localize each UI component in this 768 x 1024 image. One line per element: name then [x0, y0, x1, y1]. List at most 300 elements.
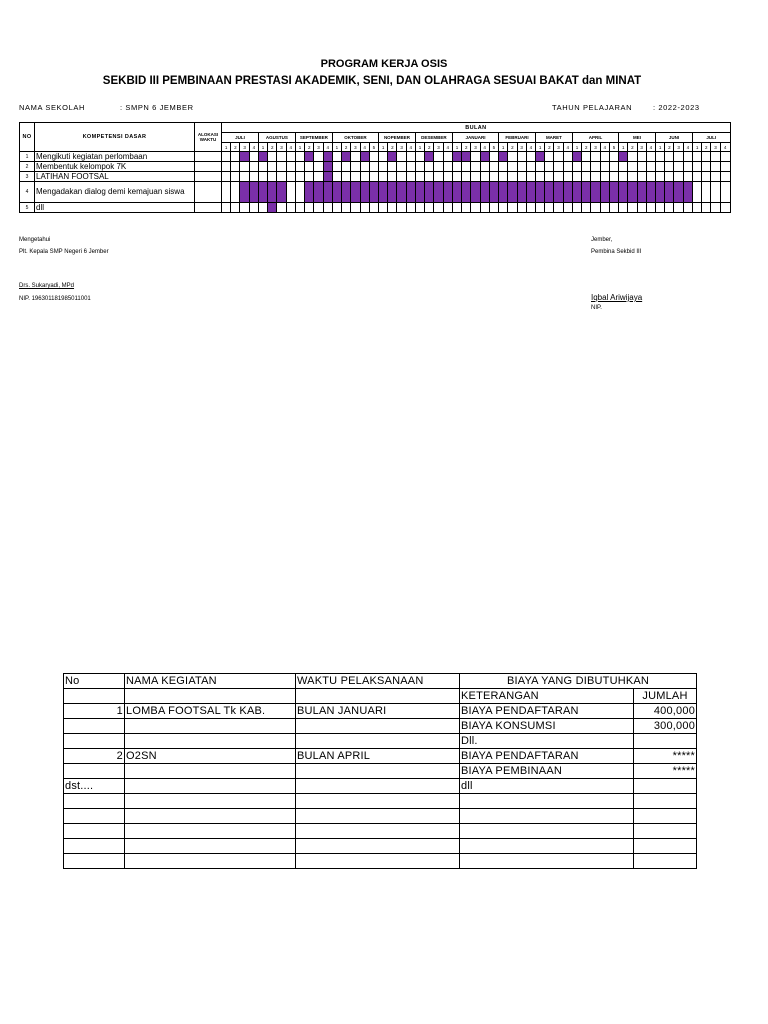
budget-cell-jumlah: ***** [634, 764, 697, 779]
schedule-cell [572, 162, 581, 172]
schedule-cell [305, 203, 314, 213]
schedule-cell-filled [563, 182, 572, 203]
schedule-cell [369, 152, 378, 162]
budget-cell-waktu [296, 824, 460, 839]
budget-cell-waktu [296, 779, 460, 794]
schedule-cell [720, 172, 730, 182]
schedule-cell [702, 172, 711, 182]
page-subtitle: SEKBID III PEMBINAAN PRESTASI AKADEMIK, SENI, DAN OLAHRAGA SESUAI BAKAT dan MINAT [102, 75, 642, 87]
week-number: 4 [563, 143, 572, 152]
schedule-cell [332, 203, 341, 213]
schedule-cell [397, 152, 406, 162]
month-header: JULI [222, 133, 259, 143]
schedule-cell-filled [499, 152, 508, 162]
schedule-cell [692, 152, 701, 162]
budget-row [64, 809, 697, 824]
schedule-cell [545, 203, 554, 213]
budget-cell-no [64, 824, 125, 839]
month-header: JANUARI [452, 133, 498, 143]
week-number: 4 [249, 143, 258, 152]
schedule-cell [489, 152, 498, 162]
budget-cell-waktu [296, 719, 460, 734]
schedule-cell [692, 162, 701, 172]
schedule-cell [360, 162, 369, 172]
budget-cell-nama [125, 719, 296, 734]
budget-cell-no: dst.... [64, 779, 125, 794]
schedule-cell [471, 162, 480, 172]
schedule-cell [600, 172, 609, 182]
schedule-cell [637, 203, 646, 213]
month-header: FEBRUARI [499, 133, 536, 143]
schedule-cell [619, 203, 628, 213]
schedule-cell-filled [360, 152, 369, 162]
budget-cell-ket [460, 794, 634, 809]
schedule-cell [305, 172, 314, 182]
week-number: 1 [415, 143, 424, 152]
sig-left-name: Drs. Sukaryadi, MPd [19, 283, 75, 289]
schedule-cell [554, 152, 563, 162]
budget-cell-jumlah [634, 809, 697, 824]
schedule-cell [342, 172, 351, 182]
schedule-cell-filled [582, 182, 591, 203]
schedule-cell [268, 152, 277, 162]
schedule-cell [332, 152, 341, 162]
schedule-cell-filled [535, 182, 544, 203]
schedule-cell [711, 203, 720, 213]
schedule-cell-filled [591, 182, 600, 203]
schedule-cell-filled [240, 152, 249, 162]
week-number: 3 [591, 143, 600, 152]
budget-cell-waktu [296, 854, 460, 869]
sig-left-line2: Plt. Kepala SMP Negeri 6 Jember [19, 249, 109, 255]
schedule-cell-filled [323, 182, 332, 203]
budget-header-jumlah: JUMLAH [634, 689, 697, 704]
schedule-cell [406, 172, 415, 182]
schedule-cell [332, 172, 341, 182]
schedule-cell [526, 152, 535, 162]
schedule-cell [517, 162, 526, 172]
schedule-cell [637, 152, 646, 162]
schedule-header-bulan: BULAN [222, 123, 731, 133]
activity-row [20, 162, 731, 172]
week-number: 3 [434, 143, 443, 152]
budget-row [64, 779, 697, 794]
schedule-cell [526, 203, 535, 213]
schedule-cell-filled [369, 182, 378, 203]
week-number: 2 [462, 143, 471, 152]
budget-cell-jumlah [634, 839, 697, 854]
schedule-cell [517, 152, 526, 162]
schedule-cell [489, 172, 498, 182]
budget-row [64, 704, 697, 719]
schedule-cell [665, 172, 674, 182]
schedule-cell [683, 172, 692, 182]
month-header: SEPTEMBER [295, 133, 332, 143]
schedule-cell [351, 152, 360, 162]
schedule-cell-filled [619, 182, 628, 203]
schedule-cell [222, 182, 231, 203]
schedule-cell-filled [526, 182, 535, 203]
schedule-cell [637, 172, 646, 182]
schedule-cell [378, 152, 387, 162]
schedule-cell [563, 152, 572, 162]
schedule-cell [683, 162, 692, 172]
schedule-cell [425, 172, 434, 182]
activity-row [20, 203, 731, 213]
schedule-cell [582, 172, 591, 182]
budget-row [64, 734, 697, 749]
schedule-cell [591, 152, 600, 162]
schedule-cell [295, 162, 304, 172]
budget-cell-ket: dll [460, 779, 634, 794]
schedule-cell [628, 162, 637, 172]
activity-alloc [195, 182, 222, 203]
schedule-cell [711, 182, 720, 203]
budget-cell-no: 2 [64, 749, 125, 764]
schedule-cell [711, 172, 720, 182]
schedule-cell [268, 172, 277, 182]
schedule-cell [397, 203, 406, 213]
sig-right-line2: Pembina Sekbid III [591, 249, 642, 255]
schedule-cell [545, 152, 554, 162]
schedule-cell [222, 203, 231, 213]
schedule-cell [563, 162, 572, 172]
schedule-cell-filled [619, 152, 628, 162]
budget-cell-waktu: BULAN APRIL [296, 749, 460, 764]
schedule-cell [415, 172, 424, 182]
schedule-cell-filled [683, 182, 692, 203]
schedule-cell [489, 203, 498, 213]
budget-row [64, 764, 697, 779]
budget-row [64, 824, 697, 839]
schedule-cell [535, 162, 544, 172]
week-number: 2 [388, 143, 397, 152]
schedule-cell [646, 162, 655, 172]
schedule-cell [628, 172, 637, 182]
schedule-cell-filled [406, 182, 415, 203]
week-number: 2 [545, 143, 554, 152]
schedule-cell [249, 162, 258, 172]
schedule-cell [222, 172, 231, 182]
activity-row [20, 152, 731, 162]
budget-cell-nama [125, 734, 296, 749]
schedule-cell [323, 203, 332, 213]
schedule-cell [258, 203, 267, 213]
schedule-cell [434, 203, 443, 213]
schedule-cell-filled [434, 182, 443, 203]
schedule-cell-filled [462, 182, 471, 203]
week-number: 3 [277, 143, 286, 152]
schedule-cell-filled [332, 182, 341, 203]
budget-header-no: No [64, 674, 125, 689]
schedule-cell-filled [628, 182, 637, 203]
week-number: 4 [406, 143, 415, 152]
month-header: JULI [692, 133, 730, 143]
schedule-cell [369, 203, 378, 213]
schedule-cell-filled [305, 182, 314, 203]
week-number: 3 [554, 143, 563, 152]
schedule-cell-filled [674, 182, 683, 203]
schedule-cell [240, 162, 249, 172]
schedule-cell [415, 203, 424, 213]
week-number: 4 [720, 143, 730, 152]
schedule-cell [526, 162, 535, 172]
month-header: NOPEMBER [378, 133, 415, 143]
sig-left-line1: Mengetahui [19, 237, 51, 243]
budget-row [64, 839, 697, 854]
schedule-header-row [20, 123, 731, 133]
budget-cell-nama: O2SN [125, 749, 296, 764]
budget-header-nama: NAMA KEGIATAN [125, 674, 296, 689]
schedule-cell [314, 203, 323, 213]
schedule-cell [222, 162, 231, 172]
schedule-cell [277, 172, 286, 182]
schedule-cell [434, 162, 443, 172]
schedule-cell-filled [545, 182, 554, 203]
schedule-cell-filled [665, 182, 674, 203]
schedule-cell [711, 152, 720, 162]
schedule-cell [462, 203, 471, 213]
schedule-header-kd: KOMPETENSI DASAR [35, 123, 195, 152]
week-number: 2 [268, 143, 277, 152]
schedule-cell-filled [268, 203, 277, 213]
week-number: 1 [535, 143, 544, 152]
schedule-cell [600, 162, 609, 172]
budget-cell-no [64, 809, 125, 824]
schedule-cell [591, 172, 600, 182]
schedule-cell [656, 172, 665, 182]
schedule-cell [277, 203, 286, 213]
budget-cell-waktu [296, 839, 460, 854]
activity-number: 5 [20, 203, 35, 213]
schedule-cell [545, 162, 554, 172]
month-header: APRIL [572, 133, 618, 143]
schedule-cell [656, 152, 665, 162]
budget-cell-no [64, 764, 125, 779]
week-number: 4 [683, 143, 692, 152]
schedule-cell [360, 203, 369, 213]
budget-cell-waktu [296, 794, 460, 809]
budget-cell-no [64, 734, 125, 749]
schedule-cell-filled [609, 182, 618, 203]
budget-cell [296, 689, 460, 704]
schedule-cell [286, 182, 295, 203]
week-number: 4 [286, 143, 295, 152]
week-number: 5 [369, 143, 378, 152]
activity-alloc [195, 203, 222, 213]
schedule-cell [628, 203, 637, 213]
week-number: 3 [471, 143, 480, 152]
week-number: 4 [526, 143, 535, 152]
schedule-cell [295, 203, 304, 213]
schedule-cell [286, 162, 295, 172]
schedule-cell [646, 172, 655, 182]
budget-cell-nama [125, 779, 296, 794]
schedule-header-no: NO [20, 123, 35, 152]
schedule-cell [231, 182, 240, 203]
schedule-cell [646, 203, 655, 213]
budget-cell-nama [125, 764, 296, 779]
schedule-cell-filled [452, 182, 461, 203]
schedule-cell [258, 162, 267, 172]
budget-cell-no [64, 794, 125, 809]
schedule-cell-filled [397, 182, 406, 203]
schedule-cell [517, 203, 526, 213]
schedule-cell [489, 162, 498, 172]
budget-cell-waktu [296, 764, 460, 779]
budget-cell-ket: BIAYA KONSUMSI [460, 719, 634, 734]
schedule-cell [462, 162, 471, 172]
schedule-cell-filled [240, 182, 249, 203]
schedule-cell [480, 203, 489, 213]
schedule-cell [480, 162, 489, 172]
budget-cell-ket [460, 854, 634, 869]
schedule-cell [378, 203, 387, 213]
activity-label: dll [35, 203, 195, 213]
week-number: 3 [637, 143, 646, 152]
week-number: 3 [711, 143, 720, 152]
schedule-cell-filled [480, 152, 489, 162]
schedule-cell [499, 203, 508, 213]
page-title: PROGRAM KERJA OSIS [320, 58, 448, 70]
schedule-cell [378, 172, 387, 182]
schedule-cell-filled [471, 182, 480, 203]
schedule-cell [692, 172, 701, 182]
schedule-cell [674, 172, 683, 182]
budget-cell-ket: BIAYA PENDAFTARAN [460, 704, 634, 719]
week-number: 1 [452, 143, 461, 152]
week-number: 2 [342, 143, 351, 152]
schedule-cell-filled [600, 182, 609, 203]
schedule-cell [563, 172, 572, 182]
schedule-cell [609, 203, 618, 213]
school-value: : SMPN 6 JEMBER [120, 103, 194, 112]
week-number: 2 [508, 143, 517, 152]
budget-cell-nama [125, 854, 296, 869]
week-number: 2 [665, 143, 674, 152]
schedule-cell [443, 162, 452, 172]
activity-label: LATIHAN FOOTSAL [35, 172, 195, 182]
schedule-cell [720, 182, 730, 203]
schedule-cell-filled [572, 152, 581, 162]
schedule-cell [305, 162, 314, 172]
schedule-cell [535, 203, 544, 213]
schedule-cell [554, 162, 563, 172]
schedule-cell [342, 162, 351, 172]
activity-number: 2 [20, 162, 35, 172]
week-number: 4 [646, 143, 655, 152]
budget-cell-ket [460, 809, 634, 824]
schedule-cell [351, 203, 360, 213]
week-number: 3 [397, 143, 406, 152]
schedule-cell [572, 203, 581, 213]
schedule-cell [508, 203, 517, 213]
schedule-cell-filled [323, 162, 332, 172]
week-number: 2 [305, 143, 314, 152]
schedule-cell-filled [554, 182, 563, 203]
week-number: 3 [351, 143, 360, 152]
school-label: NAMA SEKOLAH [19, 103, 85, 112]
schedule-cell [443, 172, 452, 182]
schedule-cell [702, 152, 711, 162]
schedule-cell-filled [415, 182, 424, 203]
schedule-cell-filled [323, 152, 332, 162]
schedule-cell [665, 152, 674, 162]
budget-table [63, 673, 697, 869]
schedule-cell [351, 172, 360, 182]
schedule-cell [535, 172, 544, 182]
schedule-cell [332, 162, 341, 172]
schedule-cell [425, 162, 434, 172]
budget-cell-jumlah [634, 824, 697, 839]
schedule-cell-filled [517, 182, 526, 203]
budget-cell [64, 689, 125, 704]
schedule-cell [526, 172, 535, 182]
budget-cell-ket [460, 839, 634, 854]
schedule-cell-filled [249, 182, 258, 203]
budget-row [64, 794, 697, 809]
month-header: MEI [619, 133, 656, 143]
schedule-cell [674, 152, 683, 162]
week-number: 1 [222, 143, 231, 152]
schedule-cell-filled [388, 182, 397, 203]
schedule-cell-filled [305, 152, 314, 162]
schedule-cell [388, 172, 397, 182]
schedule-cell [415, 162, 424, 172]
budget-cell-waktu [296, 809, 460, 824]
schedule-cell [582, 152, 591, 162]
schedule-cell [508, 172, 517, 182]
week-number: 1 [258, 143, 267, 152]
schedule-cell [517, 172, 526, 182]
schedule-cell [508, 152, 517, 162]
activity-label: Membentuk kelompok 7K [35, 162, 195, 172]
week-number: 1 [572, 143, 581, 152]
budget-cell-no [64, 719, 125, 734]
schedule-cell-filled [452, 152, 461, 162]
schedule-cell [628, 152, 637, 162]
schedule-cell-filled [378, 182, 387, 203]
budget-cell-jumlah [634, 734, 697, 749]
schedule-cell [286, 203, 295, 213]
activity-alloc [195, 162, 222, 172]
schedule-table [19, 122, 731, 213]
schedule-cell [720, 203, 730, 213]
budget-cell [125, 689, 296, 704]
schedule-cell [443, 203, 452, 213]
schedule-cell-filled [656, 182, 665, 203]
year-value: : 2022-2023 [653, 103, 700, 112]
schedule-cell [295, 182, 304, 203]
schedule-cell [656, 162, 665, 172]
sig-right-line1: Jember, [591, 237, 613, 243]
schedule-cell [471, 152, 480, 162]
budget-cell-ket: Dll. [460, 734, 634, 749]
schedule-cell [674, 162, 683, 172]
schedule-cell [231, 203, 240, 213]
schedule-cell-filled [258, 152, 267, 162]
budget-cell-nama [125, 824, 296, 839]
week-number: 1 [499, 143, 508, 152]
schedule-cell [314, 172, 323, 182]
budget-row [64, 854, 697, 869]
schedule-cell-filled [637, 182, 646, 203]
schedule-cell [452, 162, 461, 172]
schedule-cell [582, 162, 591, 172]
schedule-cell [480, 172, 489, 182]
schedule-cell [277, 162, 286, 172]
schedule-cell [665, 162, 674, 172]
